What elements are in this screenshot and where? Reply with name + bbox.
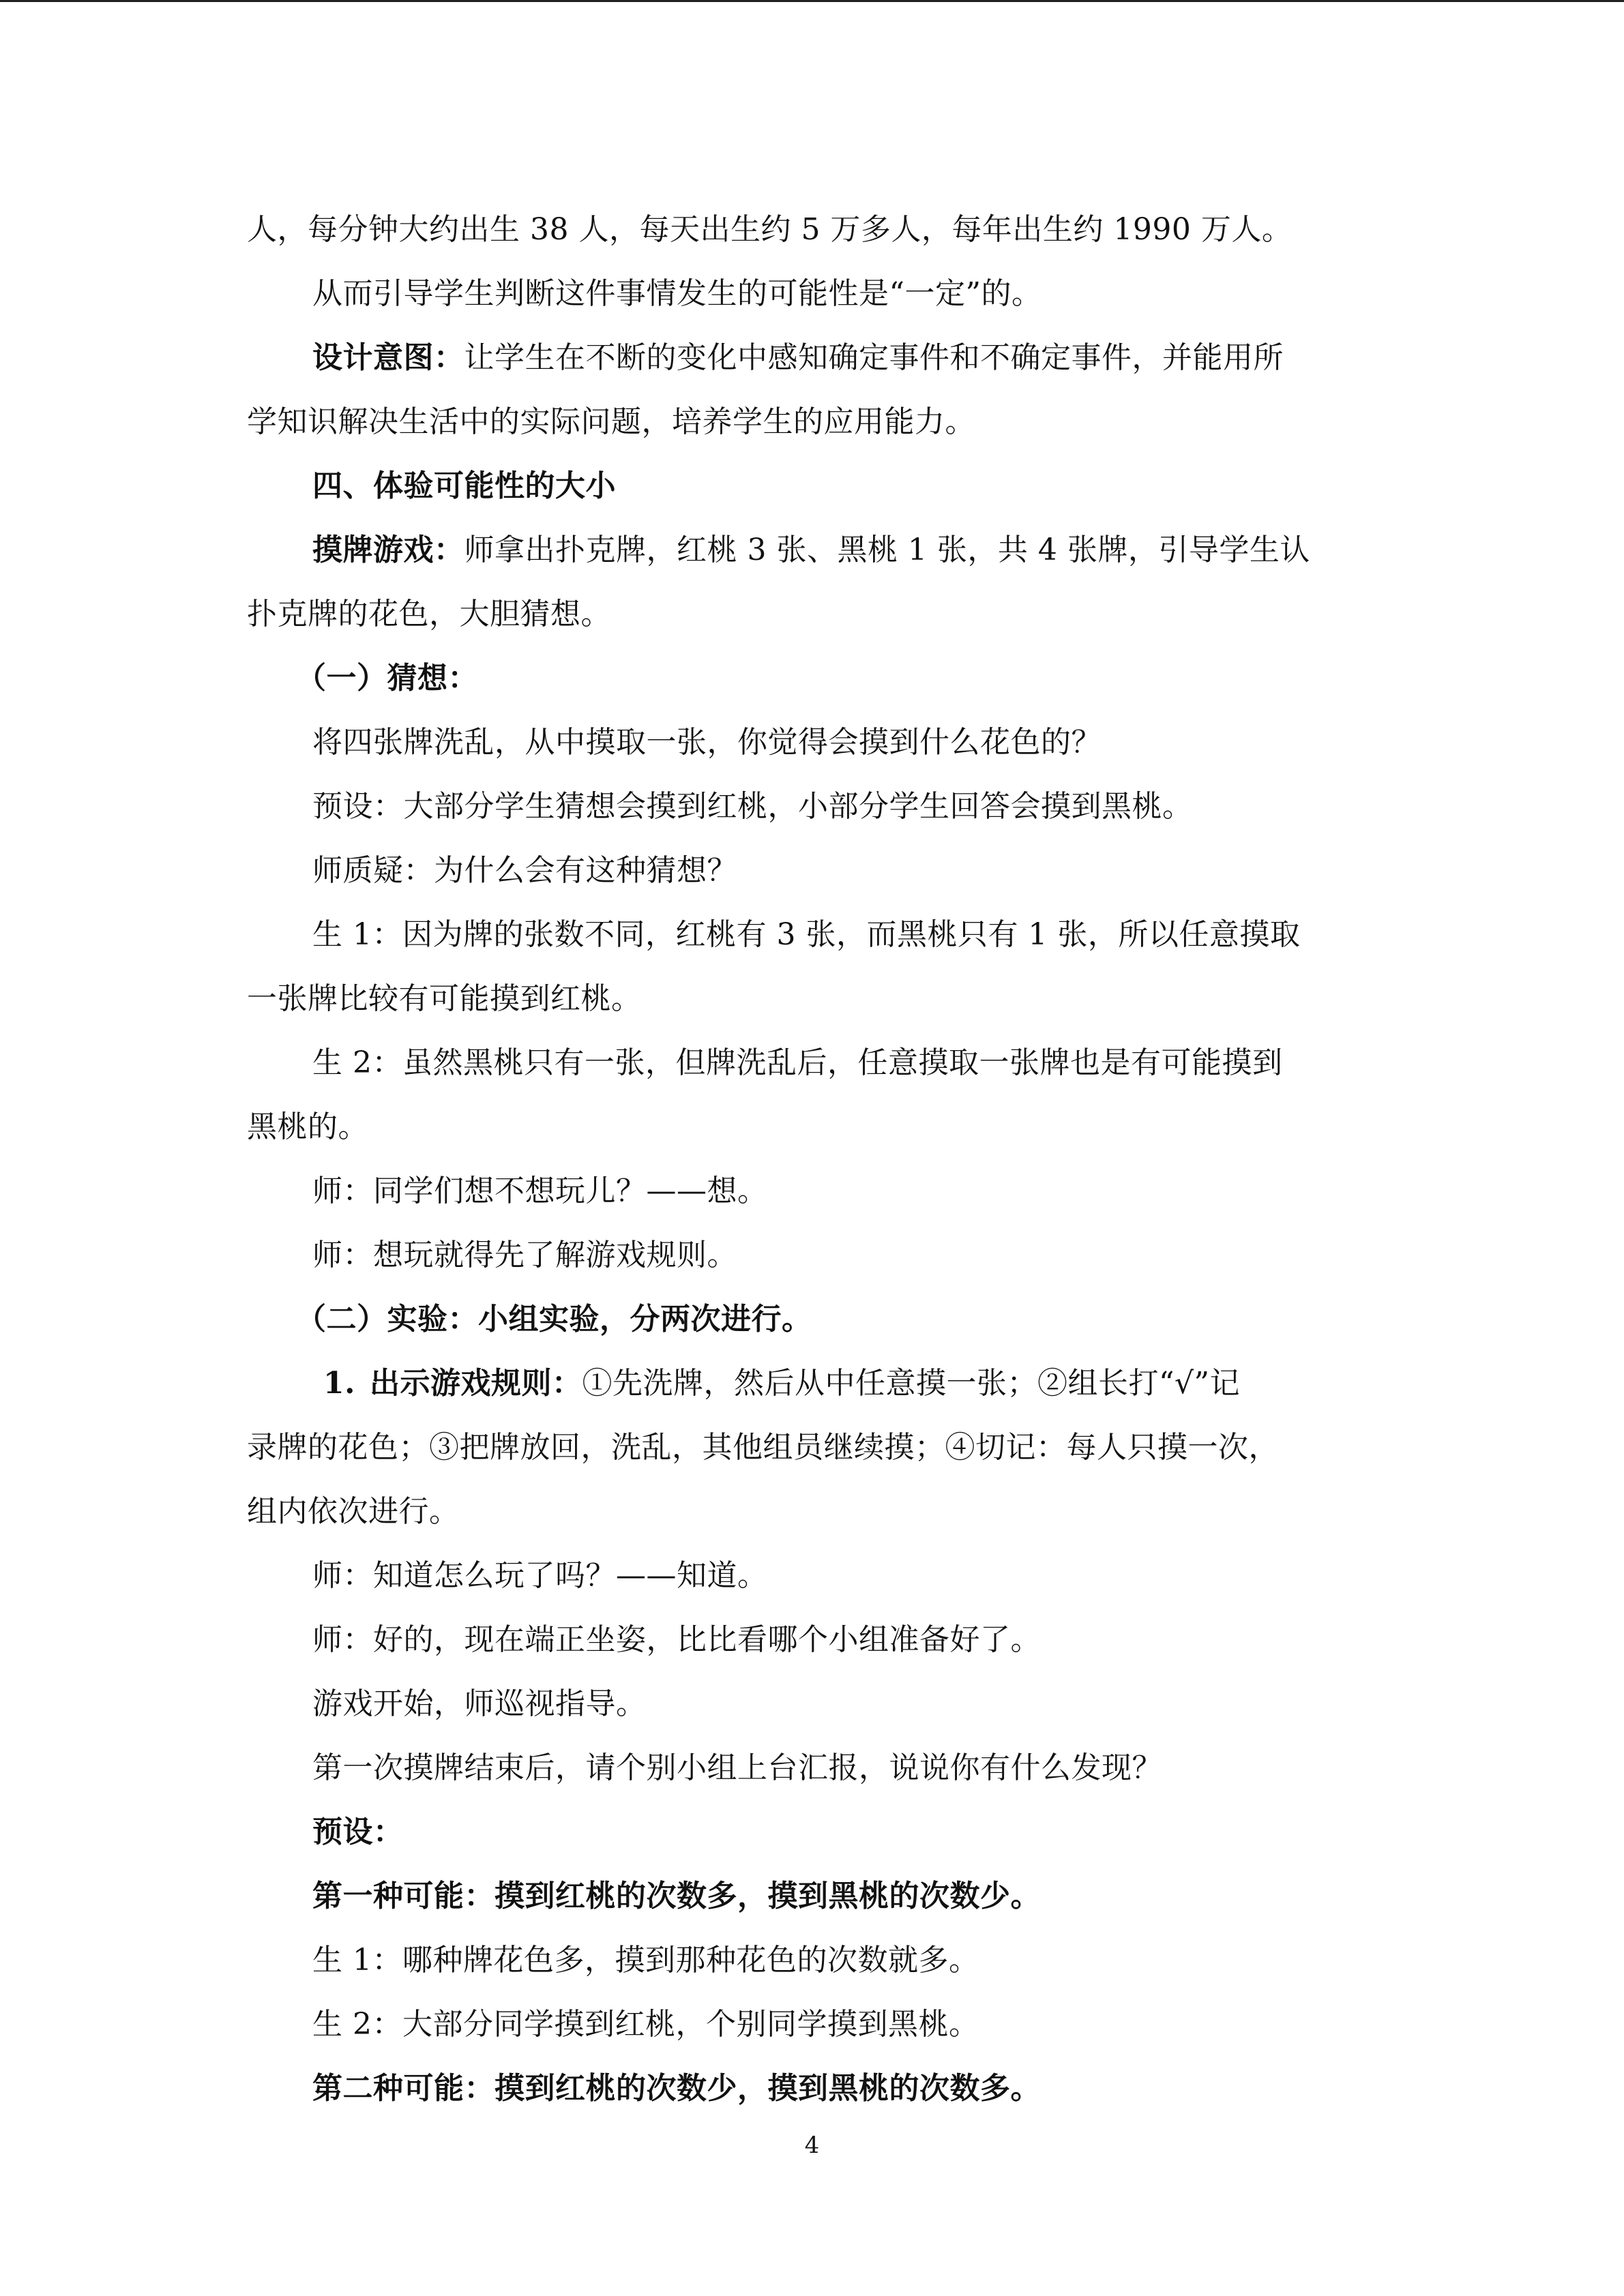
game-rules-line <box>247 1352 1379 1416</box>
presupposition-heading: 预设： <box>312 1815 404 1849</box>
card-game-text: 师拿出扑克牌，红桃 3 张、黑桃 1 张，共 4 张牌，引导学生认 <box>464 533 1310 567</box>
design-intent-label: 设计意图： <box>312 340 464 375</box>
page-top-border <box>0 0 1624 2</box>
card-game-label: 摸牌游戏： <box>312 533 464 567</box>
body-line-15: 黑桃的。 <box>247 1109 368 1144</box>
body-line-1: 人，每分钟大约出生 38 人，每天出生约 5 万多人，每年出生约 1990 万人。 <box>247 212 1293 247</box>
body-line-10: 预设：大部分学生猜想会摸到红桃，小部分学生回答会摸到黑桃。 <box>312 789 1193 824</box>
game-rules-text: ①先洗牌，然后从中任意摸一张；②组长打“√”记 <box>582 1366 1241 1401</box>
body-line-4: 学知识解决生活中的实际问题，培养学生的应用能力。 <box>247 404 975 439</box>
design-intent-line <box>247 326 1379 390</box>
body-line-23: 师：好的，现在端正坐姿，比比看哪个小组准备好了。 <box>312 1622 1041 1657</box>
body-line-14: 生 2：虽然黑桃只有一张，但牌洗乱后，任意摸取一张牌也是有可能摸到 <box>312 1045 1283 1080</box>
body-line-20: 录牌的花色；③把牌放回，洗乱，其他组员继续摸；④切记：每人只摸一次， <box>247 1430 1279 1465</box>
document-body <box>247 198 1379 2121</box>
body-line-17: 师：想玩就得先了解游戏规则。 <box>312 1238 737 1272</box>
design-intent-text: 让学生在不断的变化中感知确定事件和不确定事件，并能用所 <box>464 340 1284 375</box>
subsection-heading-guess: （一）猜想： <box>296 661 478 696</box>
section-heading-4: 四、体验可能性的大小 <box>312 468 616 503</box>
body-line-9: 将四张牌洗乱，从中摸取一张，你觉得会摸到什么花色的？ <box>312 725 1102 760</box>
body-line-29: 生 2：大部分同学摸到红桃，个别同学摸到黑桃。 <box>312 2007 979 2042</box>
page-number: 4 <box>804 2132 820 2159</box>
card-game-line <box>247 518 1379 582</box>
game-rules-number: 1. <box>323 1366 355 1401</box>
body-line-13: 一张牌比较有可能摸到红桃。 <box>247 981 642 1016</box>
body-line-11: 师质疑：为什么会有这种猜想？ <box>312 853 737 888</box>
body-line-24: 游戏开始，师巡视指导。 <box>312 1686 647 1721</box>
possibility-two-heading: 第二种可能：摸到红桃的次数少，摸到黑桃的次数多。 <box>312 2071 1041 2106</box>
body-line-21: 组内依次进行。 <box>247 1494 460 1529</box>
body-line-16: 师：同学们想不想玩儿？——想。 <box>312 1174 768 1208</box>
body-line-25: 第一次摸牌结束后，请个别小组上台汇报，说说你有什么发现？ <box>312 1750 1162 1785</box>
body-line-12: 生 1：因为牌的张数不同，红桃有 3 张，而黑桃只有 1 张，所以任意摸取 <box>312 917 1301 952</box>
body-line-28: 生 1：哪种牌花色多，摸到那种花色的次数就多。 <box>312 1943 979 1978</box>
body-line-7: 扑克牌的花色，大胆猜想。 <box>247 597 611 631</box>
subsection-heading-experiment: （二）实验：小组实验，分两次进行。 <box>296 1302 812 1337</box>
possibility-one-heading: 第一种可能：摸到红桃的次数多，摸到黑桃的次数少。 <box>312 1879 1041 1913</box>
game-rules-label: 出示游戏规则： <box>370 1366 582 1401</box>
body-line-22: 师：知道怎么玩了吗？——知道。 <box>312 1558 768 1593</box>
body-line-2: 从而引导学生判断这件事情发生的可能性是“一定”的。 <box>312 276 1042 311</box>
